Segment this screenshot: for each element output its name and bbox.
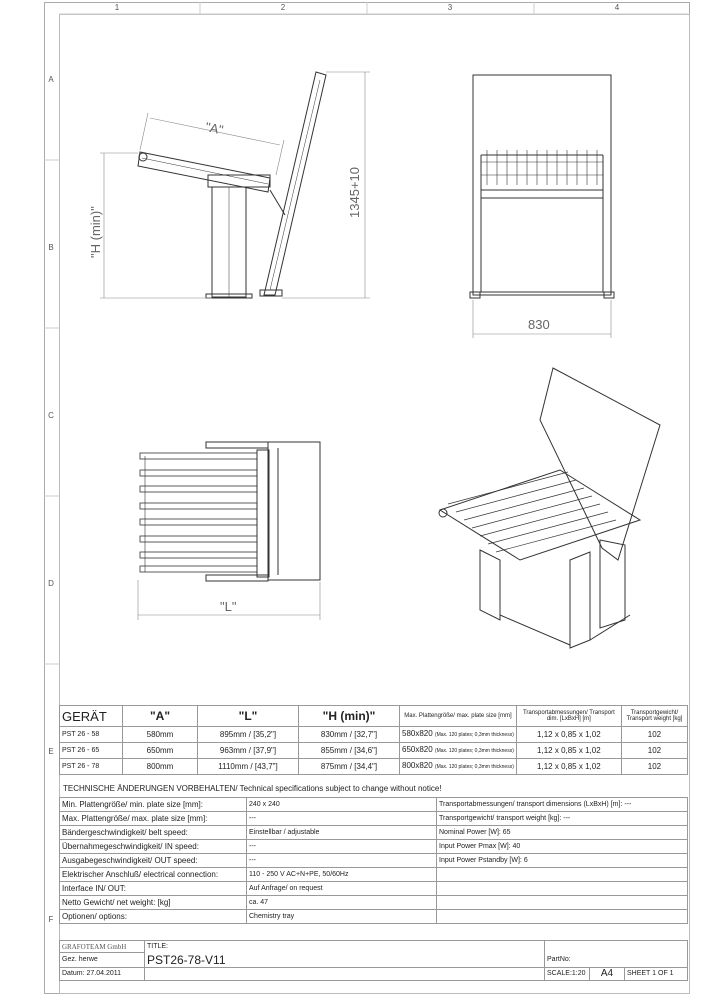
models-table: [59, 705, 688, 775]
row-plate-size: 580x820: [402, 729, 433, 738]
spec-right: Input Power Pstandby [W]: 6: [437, 854, 688, 868]
top-view: [140, 442, 320, 581]
spec-value: ---: [247, 854, 437, 868]
zone-row-d: D: [48, 579, 54, 588]
row-plate-note: (Max. 120 plates; 0,3mm thickness): [434, 748, 514, 754]
spec-row: [60, 812, 688, 826]
row-model: PST 26 - 78: [60, 759, 123, 775]
notice-text: TECHNISCHE ÄNDERUNGEN VORBEHALTEN/ Technical specifications subject to change without notice!: [63, 784, 442, 793]
row-h: 855mm / [34,6"]: [299, 743, 400, 759]
dim-h-label: "H (min)": [88, 206, 103, 258]
row-plate: [400, 743, 517, 759]
header-l: "L": [198, 706, 299, 727]
spec-row: [60, 826, 688, 840]
row-weight: 102: [621, 743, 687, 759]
row-plate-size: 800x820: [402, 761, 433, 770]
spec-row: [60, 896, 688, 910]
spec-label: Interface IN/ OUT:: [60, 882, 247, 896]
row-model: PST 26 - 65: [60, 743, 123, 759]
table-row: [60, 727, 688, 743]
header-device: GERÄT: [60, 706, 123, 727]
row-plate: [400, 759, 517, 775]
row-a: 800mm: [123, 759, 198, 775]
front-view: [470, 75, 614, 298]
specs-table: [59, 797, 688, 924]
spec-label: Max. Plattengröße/ max. plate size [mm]:: [60, 812, 247, 826]
drawn-by: Gez. herwe: [60, 953, 145, 968]
spec-label: Optionen/ options:: [60, 910, 247, 924]
row-weight: 102: [621, 727, 687, 743]
row-l: 1110mm / [43,7"]: [198, 759, 299, 775]
paper-size: A4: [590, 967, 625, 980]
part-no-label: PartNo:: [545, 953, 688, 968]
spec-row: [60, 910, 688, 924]
spec-value: ca. 47: [247, 896, 437, 910]
row-dim: 1,12 x 0,85 x 1,02: [516, 759, 621, 775]
dim-a-label: "A": [203, 119, 225, 138]
row-a: 580mm: [123, 727, 198, 743]
isometric-view: [439, 368, 660, 648]
row-l: 895mm / [35,2"]: [198, 727, 299, 743]
scale-label: SCALE:1:20: [545, 967, 590, 980]
company-name: GRAFOTEAM GmbH: [60, 941, 145, 953]
zone-col-4: 4: [614, 3, 620, 12]
row-dim: 1,12 x 0,85 x 1,02: [516, 727, 621, 743]
zone-col-3: 3: [447, 3, 453, 12]
spec-row: [60, 840, 688, 854]
spec-right: Input Power Pmax [W]: 40: [437, 840, 688, 854]
spec-value: Chemistry tray: [247, 910, 437, 924]
spec-row: [60, 882, 688, 896]
spec-row: [60, 854, 688, 868]
zone-row-b: B: [48, 243, 54, 252]
spec-label: Bändergeschwindigkeit/ belt speed:: [60, 826, 247, 840]
zone-row-a: A: [48, 75, 54, 84]
header-transport-dim: Transportabmessungen/ Transport dim. [LxBxH] [m]: [516, 706, 621, 727]
row-plate-note: (Max. 120 plates; 0,3mm thickness): [434, 764, 514, 770]
spec-right: Transportgewicht/ transport weight [kg]: ---: [437, 812, 688, 826]
spec-row: [60, 798, 688, 812]
spec-label: Übernahmegeschwindigkeit/ IN speed:: [60, 840, 247, 854]
row-dim: 1,12 x 0,85 x 1,02: [516, 743, 621, 759]
spec-right: [437, 868, 688, 882]
header-plate: Max. Plattengröße/ max. plate size [mm]: [400, 706, 517, 727]
header-transport-weight: Transportgewicht/ Transport weight [kg]: [621, 706, 687, 727]
zone-col-2: 2: [280, 3, 286, 12]
drawing-title: PST26-78-V11: [145, 953, 545, 968]
row-h: 875mm / [34,4"]: [299, 759, 400, 775]
zone-row-c: C: [48, 411, 54, 420]
header-a: "A": [123, 706, 198, 727]
title-block-empty: [145, 967, 545, 980]
row-model: PST 26 - 58: [60, 727, 123, 743]
spec-label: Netto Gewicht/ net weight: [kg]: [60, 896, 247, 910]
dim-width-label: 830: [528, 317, 550, 332]
row-plate: [400, 727, 517, 743]
spec-value: ---: [247, 840, 437, 854]
dim-l-label: "L": [220, 599, 237, 614]
zone-row-e: E: [48, 747, 54, 756]
sheet-label: SHEET 1 OF 1: [625, 967, 688, 980]
spec-value: ---: [247, 812, 437, 826]
spec-label: Elektrischer Anschluß/ electrical connection:: [60, 868, 247, 882]
row-l: 963mm / [37,9"]: [198, 743, 299, 759]
row-a: 650mm: [123, 743, 198, 759]
side-view: [138, 72, 326, 298]
spec-label: Min. Plattengröße/ min. plate size [mm]:: [60, 798, 247, 812]
row-plate-note: (Max. 120 plates; 0,3mm thickness): [434, 732, 514, 738]
zone-row-f: F: [48, 915, 54, 924]
table-row: [60, 743, 688, 759]
spec-right: [437, 896, 688, 910]
row-plate-size: 650x820: [402, 745, 433, 754]
title-block: [59, 940, 688, 981]
header-h: "H (min)": [299, 706, 400, 727]
spec-label: Ausgabegeschwindigkeit/ OUT speed:: [60, 854, 247, 868]
spec-value: 240 x 240: [247, 798, 437, 812]
spec-row: [60, 868, 688, 882]
drawing-date: Datum: 27.04.2011: [60, 967, 145, 980]
row-weight: 102: [621, 759, 687, 775]
spec-value: 110 - 250 V AC+N+PE, 50/60Hz: [247, 868, 437, 882]
spec-right: [437, 910, 688, 924]
spec-value: Einstellbar / adjustable: [247, 826, 437, 840]
spec-value: Auf Anfrage/ on request: [247, 882, 437, 896]
spec-right: [437, 882, 688, 896]
title-block-spacer: [545, 941, 688, 953]
zone-col-1: 1: [114, 3, 120, 12]
row-h: 830mm / [32,7"]: [299, 727, 400, 743]
spec-right: Nominal Power [W]: 65: [437, 826, 688, 840]
table-row: [60, 759, 688, 775]
title-label: TITLE:: [145, 941, 545, 953]
dim-height-label: 1345+10: [347, 167, 362, 218]
spec-right: Transportabmessungen/ transport dimensions (LxBxH) [m]: ---: [437, 798, 688, 812]
